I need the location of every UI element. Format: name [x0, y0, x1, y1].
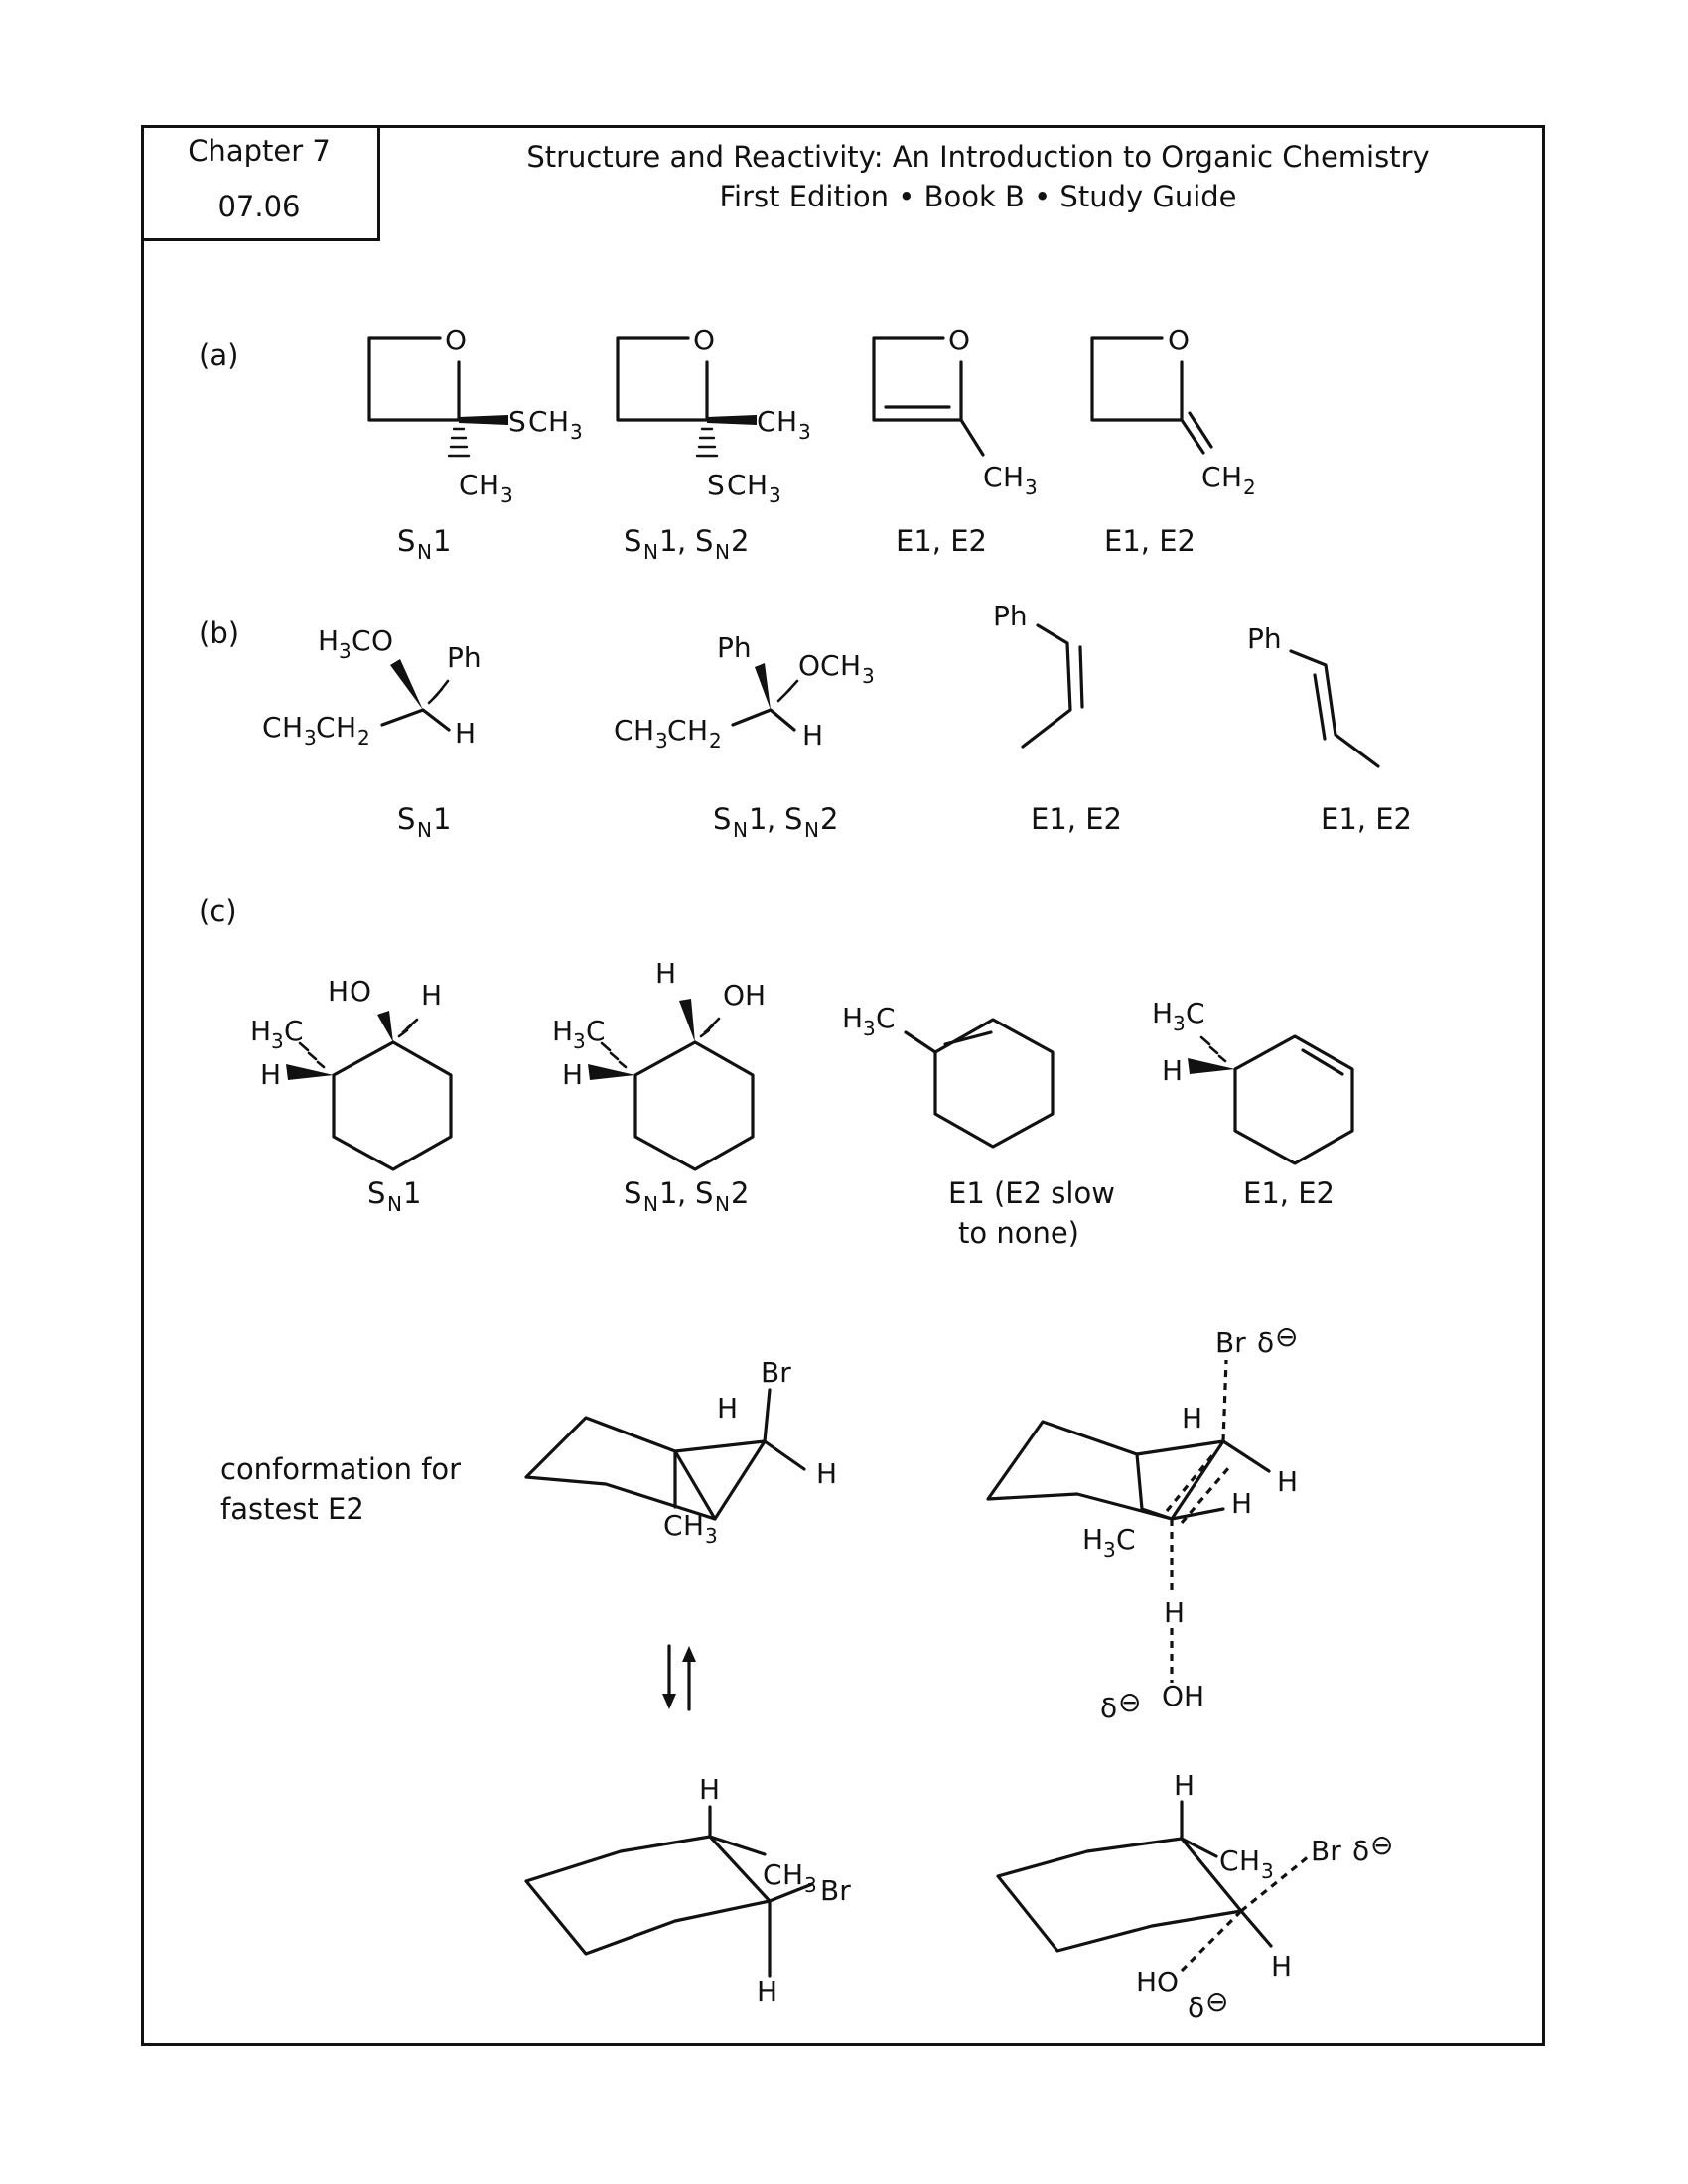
mechanism-a2 — [624, 524, 749, 564]
mechanism-b1 — [397, 802, 451, 842]
trans-alkene — [1247, 622, 1378, 766]
svg-text:C: C — [1186, 997, 1205, 1029]
svg-text:C: C — [1219, 1844, 1239, 1877]
svg-text:S: S — [624, 524, 642, 558]
svg-text:S: S — [707, 469, 725, 501]
svg-text:H: H — [776, 405, 798, 438]
svg-text:Br: Br — [1311, 1835, 1341, 1867]
svg-text:C: C — [614, 714, 633, 747]
svg-text:H: H — [633, 714, 655, 747]
svg-text:H: H — [548, 405, 570, 438]
svg-text:δ: δ — [1257, 1326, 1275, 1359]
book-title-line2: First Edition • Book B • Study Guide — [719, 180, 1237, 213]
chair-diequatorial — [526, 1773, 851, 2008]
mechanism-b3: E1, E2 — [1031, 802, 1122, 836]
conformation-label-line1: conformation for — [220, 1452, 462, 1486]
svg-text:,: , — [677, 524, 687, 558]
svg-text:S: S — [784, 802, 803, 836]
ether-1 — [262, 624, 482, 750]
svg-text:H: H — [802, 719, 824, 751]
svg-text:3: 3 — [705, 1524, 718, 1548]
svg-text:Ph: Ph — [447, 641, 482, 674]
svg-text:H: H — [1271, 1950, 1293, 1982]
svg-text:H: H — [717, 1392, 739, 1425]
svg-text:1: 1 — [749, 802, 768, 836]
svg-text:H: H — [1239, 1844, 1261, 1877]
svg-text:3: 3 — [1173, 1012, 1186, 1035]
chair-diaxial — [526, 1356, 837, 1548]
svg-text:S: S — [508, 405, 526, 438]
methylcyclohexene-3 — [1152, 997, 1352, 1163]
svg-text:H: H — [747, 469, 769, 501]
svg-text:H: H — [683, 1509, 705, 1542]
svg-text:C: C — [763, 1858, 782, 1891]
mechanism-b2 — [713, 802, 838, 842]
mechanism-c1 — [367, 1176, 421, 1216]
svg-text:3: 3 — [271, 1029, 284, 1053]
svg-text:Ph: Ph — [717, 631, 752, 664]
ether-2 — [614, 631, 875, 752]
svg-text:⊖: ⊖ — [1275, 1320, 1299, 1353]
svg-text:3: 3 — [804, 1873, 817, 1897]
svg-text:N: N — [733, 818, 748, 842]
svg-text:,: , — [767, 802, 776, 836]
svg-text:C: C — [757, 405, 776, 438]
svg-text:H: H — [816, 1457, 838, 1490]
svg-text:N: N — [715, 540, 730, 564]
svg-text:1: 1 — [403, 1176, 422, 1210]
svg-text:C: C — [667, 714, 687, 747]
svg-text:N: N — [643, 540, 658, 564]
svg-text:C: C — [983, 461, 1003, 493]
svg-text:H: H — [699, 1773, 721, 1806]
cis-alkene — [993, 600, 1082, 747]
chapter-code: 07.06 — [217, 190, 301, 223]
svg-text:S: S — [713, 802, 732, 836]
svg-text:,: , — [677, 1176, 687, 1210]
svg-text:C: C — [586, 1015, 606, 1047]
svg-text:H: H — [552, 1015, 574, 1047]
mechanism-a1 — [397, 524, 451, 564]
svg-text:2: 2 — [731, 1176, 750, 1210]
svg-text:N: N — [417, 818, 432, 842]
cyclohexanol-2 — [552, 957, 766, 1169]
svg-text:3: 3 — [500, 483, 513, 507]
e2-transition-state-1 — [988, 1320, 1298, 1724]
svg-text:3: 3 — [655, 729, 668, 752]
svg-text:Ph: Ph — [993, 600, 1028, 632]
svg-text:H: H — [260, 1058, 282, 1091]
svg-text:δ: δ — [1188, 1991, 1205, 2024]
svg-text:3: 3 — [304, 726, 317, 750]
svg-text:O: O — [371, 624, 394, 657]
e2-transition-state-2 — [998, 1769, 1393, 2024]
svg-text:C: C — [284, 1015, 304, 1047]
svg-text:H: H — [687, 714, 709, 747]
svg-text:C: C — [727, 469, 747, 501]
svg-text:S: S — [397, 524, 416, 558]
svg-text:3: 3 — [1103, 1538, 1116, 1562]
oxetene — [874, 324, 1038, 499]
svg-text:3: 3 — [1025, 476, 1038, 499]
svg-text:HO: HO — [1136, 1966, 1180, 1998]
svg-text:O: O — [798, 649, 821, 682]
methylcyclohexene-1 — [842, 1002, 1053, 1147]
svg-text:3: 3 — [769, 483, 781, 507]
svg-text:S: S — [695, 1176, 714, 1210]
methylene-oxetane — [1092, 324, 1256, 499]
svg-text:2: 2 — [709, 729, 722, 752]
svg-text:C: C — [1201, 461, 1221, 493]
svg-text:2: 2 — [1243, 476, 1256, 499]
svg-text:H: H — [1221, 461, 1243, 493]
svg-text:Ph: Ph — [1247, 622, 1282, 655]
svg-text:Br: Br — [820, 1874, 851, 1907]
part-label-c: (c) — [199, 894, 237, 928]
svg-text:Br: Br — [761, 1356, 791, 1389]
svg-text:3: 3 — [1261, 1859, 1274, 1883]
svg-text:O: O — [445, 324, 468, 356]
svg-text:S: S — [367, 1176, 386, 1210]
svg-text:O: O — [350, 975, 372, 1008]
svg-text:S: S — [397, 802, 416, 836]
svg-text:1: 1 — [659, 1176, 678, 1210]
svg-text:H: H — [318, 624, 340, 657]
svg-text:H: H — [1164, 1596, 1186, 1629]
svg-text:N: N — [804, 818, 819, 842]
svg-text:H: H — [1162, 1054, 1184, 1087]
mechanism-a3: E1, E2 — [896, 524, 987, 558]
svg-text:2: 2 — [820, 802, 839, 836]
svg-text:H: H — [1003, 461, 1025, 493]
svg-text:C: C — [262, 711, 282, 744]
svg-text:C: C — [876, 1002, 896, 1034]
svg-text:H: H — [421, 979, 443, 1012]
svg-text:2: 2 — [731, 524, 750, 558]
svg-text:C: C — [1116, 1523, 1136, 1556]
svg-text:H: H — [328, 975, 350, 1008]
svg-text:O: O — [1168, 324, 1191, 356]
svg-text:⊖: ⊖ — [1370, 1829, 1394, 1861]
svg-text:H: H — [562, 1058, 584, 1091]
svg-text:H: H — [336, 711, 357, 744]
svg-text:C: C — [459, 469, 479, 501]
svg-text:3: 3 — [862, 664, 875, 688]
svg-text:3: 3 — [339, 639, 352, 663]
svg-text:O: O — [948, 324, 971, 356]
svg-text:δ: δ — [1100, 1692, 1118, 1724]
conformation-label-line2: fastest E2 — [220, 1492, 364, 1526]
svg-text:H: H — [455, 717, 477, 750]
svg-text:N: N — [387, 1192, 402, 1216]
svg-text:H: H — [1231, 1487, 1253, 1520]
svg-text:C: C — [316, 711, 336, 744]
svg-text:O: O — [723, 979, 746, 1012]
svg-text:OH: OH — [1162, 1680, 1205, 1712]
svg-text:H: H — [479, 469, 500, 501]
svg-text:⊖: ⊖ — [1118, 1686, 1142, 1718]
svg-text:H: H — [1277, 1465, 1299, 1498]
svg-text:3: 3 — [863, 1017, 876, 1040]
svg-text:3: 3 — [573, 1029, 586, 1053]
svg-text:H: H — [757, 1976, 778, 2008]
svg-text:3: 3 — [798, 420, 811, 444]
svg-text:O: O — [693, 324, 716, 356]
svg-text:H: H — [250, 1015, 272, 1047]
svg-text:C: C — [528, 405, 548, 438]
svg-text:C: C — [352, 624, 371, 657]
mechanism-c2 — [624, 1176, 749, 1216]
part-label-a: (a) — [199, 339, 239, 372]
mechanism-a4: E1, E2 — [1104, 524, 1196, 558]
mechanism-c3-line1: E1 (E2 slow — [948, 1176, 1115, 1210]
mechanism-c3-line2: to none) — [958, 1216, 1079, 1250]
svg-text:1: 1 — [433, 524, 452, 558]
svg-text:C: C — [820, 649, 840, 682]
svg-text:S: S — [695, 524, 714, 558]
oxetane-1 — [369, 324, 583, 507]
svg-text:1: 1 — [433, 802, 452, 836]
svg-text:3: 3 — [570, 420, 583, 444]
svg-text:H: H — [655, 957, 677, 990]
svg-text:⊖: ⊖ — [1205, 1985, 1229, 2018]
svg-text:N: N — [715, 1192, 730, 1216]
svg-text:H: H — [1082, 1523, 1104, 1556]
svg-text:N: N — [417, 540, 432, 564]
part-label-b: (b) — [199, 616, 240, 650]
mechanism-b4: E1, E2 — [1321, 802, 1412, 836]
svg-text:H: H — [782, 1858, 804, 1891]
svg-text:1: 1 — [659, 524, 678, 558]
mechanism-c4: E1, E2 — [1243, 1176, 1335, 1210]
oxetane-2 — [618, 324, 811, 507]
equilibrium-arrows[interactable] — [662, 1646, 696, 1709]
svg-text:S: S — [624, 1176, 642, 1210]
svg-text:H: H — [745, 979, 767, 1012]
book-title-line1: Structure and Reactivity: An Introduction to Organic Chemistry — [526, 140, 1430, 174]
svg-text:C: C — [663, 1509, 683, 1542]
cyclohexanol-1 — [250, 975, 451, 1169]
svg-text:H: H — [1182, 1402, 1203, 1434]
svg-text:δ: δ — [1352, 1835, 1370, 1867]
svg-text:H: H — [840, 649, 862, 682]
svg-text:H: H — [1174, 1769, 1196, 1802]
svg-text:N: N — [643, 1192, 658, 1216]
svg-text:H: H — [282, 711, 304, 744]
svg-text:H: H — [1152, 997, 1174, 1029]
svg-text:Br: Br — [1215, 1326, 1246, 1359]
chapter-label: Chapter 7 — [188, 134, 331, 168]
svg-text:2: 2 — [357, 726, 370, 750]
svg-text:H: H — [842, 1002, 864, 1034]
